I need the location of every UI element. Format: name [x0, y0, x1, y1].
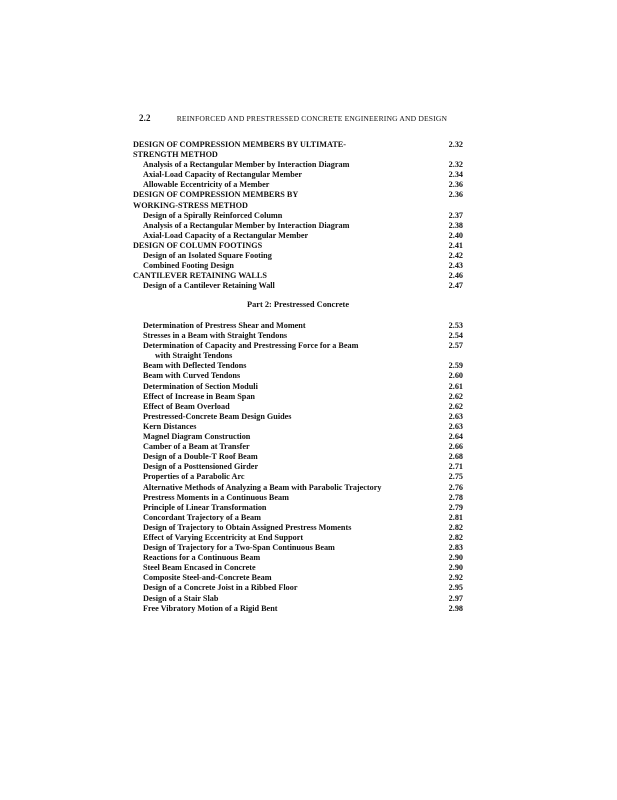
toc-entry-title: Kern Distances [143, 421, 197, 431]
toc-entry-page: 2.98 [448, 603, 463, 613]
toc-entry [133, 472, 463, 482]
toc-entry-page: 2.36 [448, 180, 463, 190]
toc-entry-page: 2.60 [448, 371, 463, 381]
toc-entry-page: 2.83 [448, 543, 463, 553]
toc-entry-page: 2.37 [448, 210, 463, 220]
toc-entry-title: Effect of Varying Eccentricity at End Support [143, 532, 304, 542]
toc-entry-title: Free Vibratory Motion of a Rigid Bent [143, 603, 278, 613]
toc-entry-page: 2.82 [448, 532, 463, 542]
toc-entry-page: 2.92 [448, 573, 463, 583]
toc-entry-title: Steel Beam Encased in Concrete [143, 563, 256, 573]
toc-entry-page: 2.41 [448, 240, 463, 250]
toc-entry-page: 2.82 [448, 522, 463, 532]
toc-entry [133, 271, 463, 281]
toc-entry-page: 2.46 [448, 271, 463, 281]
toc-entry [133, 251, 463, 261]
toc-entry-page: 2.64 [448, 432, 463, 442]
page-number: 2.2 [139, 113, 151, 123]
toc-entry [133, 402, 463, 412]
toc-entry [133, 412, 463, 422]
toc-entry-title: Analysis of a Rectangular Member by Interaction Diagram [143, 160, 350, 170]
toc-entry-title: Axial-Load Capacity of Rectangular Member [143, 170, 303, 180]
running-title: REINFORCED AND PRESTRESSED CONCRETE ENGINEERING AND DESIGN [176, 114, 448, 123]
toc-entry-page: 2.43 [448, 261, 463, 271]
toc-entry [133, 221, 463, 231]
toc-entry-page: 2.76 [448, 482, 463, 492]
toc-entry [133, 392, 463, 402]
toc-entry [133, 341, 463, 361]
toc-entry-page: 2.75 [448, 472, 463, 482]
toc-entry-page: 2.68 [448, 452, 463, 462]
toc-entry-page: 2.90 [448, 553, 463, 563]
toc-entry [133, 452, 463, 462]
toc-entry-page: 2.63 [448, 411, 463, 421]
toc-entry [133, 170, 463, 180]
toc-entry [133, 462, 463, 472]
toc-entry-page: 2.71 [448, 462, 463, 472]
toc-entry-title: Determination of Capacity and Prestressing Force for a Beam [143, 341, 359, 351]
toc-entry [133, 321, 463, 331]
toc-entry-page: 2.32 [448, 140, 463, 149]
toc-entry [133, 180, 463, 190]
toc-entry [133, 483, 463, 493]
toc-entry-title: Axial-Load Capacity of a Rectangular Member [143, 230, 309, 240]
toc-entry-title: Prestressed-Concrete Beam Design Guides [143, 411, 292, 421]
toc-entry-page: 2.42 [448, 251, 463, 261]
toc-entry-title: Design of Trajectory to Obtain Assigned Prestress Moments [143, 522, 352, 532]
toc-entry [133, 533, 463, 543]
toc-entry-title-continuation: with Straight Tendons [155, 351, 233, 361]
toc-entry-page: 2.97 [448, 593, 463, 603]
toc-entry-page: 2.79 [448, 502, 463, 512]
toc-entry-title: Alternative Methods of Analyzing a Beam with Parabolic Trajectory [143, 482, 382, 492]
toc-entry [133, 331, 463, 341]
toc-entry-title: DESIGN OF COMPRESSION MEMBERS BY [133, 190, 299, 200]
toc-entry [133, 160, 463, 170]
toc-entry-title: Determination of Section Moduli [143, 381, 258, 391]
toc-entry [133, 211, 463, 221]
toc-entry-title: Design of a Cantilever Retaining Wall [143, 281, 275, 291]
toc-entry-title: Reactions for a Continuous Beam [143, 553, 261, 563]
toc-entry-title-continuation: STRENGTH METHOD [133, 150, 218, 160]
toc-entry [133, 382, 463, 392]
toc-entry-page: 2.38 [448, 220, 463, 230]
toc-entry-page: 2.81 [448, 512, 463, 522]
toc-entry [133, 231, 463, 241]
toc-entry-title: Design of Trajectory for a Two-Span Continuous Beam [143, 543, 335, 553]
toc-entry-title: Allowable Eccentricity of a Member [143, 180, 270, 190]
toc-entry-page: 2.54 [448, 331, 463, 341]
toc-entry-page: 2.53 [448, 321, 463, 330]
toc-entry-page: 2.66 [448, 442, 463, 452]
toc-entry [133, 563, 463, 573]
toc-entry-title: Design of a Double-T Roof Beam [143, 452, 258, 462]
toc-entry [133, 493, 463, 503]
toc-entry-title: Design of a Posttensioned Girder [143, 462, 259, 472]
toc-entry [133, 553, 463, 563]
toc-entry [133, 583, 463, 593]
toc-entry-title: Beam with Curved Tendons [143, 371, 241, 381]
toc-entry-title: Concordant Trajectory of a Beam [143, 512, 261, 522]
toc-entry [133, 604, 463, 614]
toc-entry [133, 241, 463, 251]
toc-entry-page: 2.47 [448, 281, 463, 291]
toc-entry-title: Effect of Increase in Beam Span [143, 391, 255, 401]
toc-entry-title: Design of a Stair Slab [143, 593, 219, 603]
toc-entry-page: 2.61 [448, 381, 463, 391]
toc-entry [133, 371, 463, 381]
toc-entry-title: Prestress Moments in a Continuous Beam [143, 492, 289, 502]
toc-entry [133, 361, 463, 371]
toc-entry-page: 2.32 [448, 160, 463, 170]
toc-section-part2 [133, 321, 463, 614]
toc-entry-title: Analysis of a Rectangular Member by Interaction Diagram [143, 220, 350, 230]
toc-entry-page: 2.78 [448, 492, 463, 502]
toc-entry [133, 281, 463, 291]
toc-entry [133, 261, 463, 271]
toc-entry-page: 2.63 [448, 421, 463, 431]
toc-entry-title: Principle of Linear Transformation [143, 502, 267, 512]
toc-entry [133, 573, 463, 583]
toc-entry [133, 422, 463, 432]
toc-entry-page: 2.34 [448, 170, 463, 180]
toc-entry-title: Design of an Isolated Square Footing [143, 251, 272, 261]
toc-entry [133, 543, 463, 553]
toc-entry-title: Design of a Spirally Reinforced Column [143, 210, 283, 220]
toc-entry-page: 2.57 [448, 341, 463, 351]
toc-entry-title-continuation: WORKING-STRESS METHOD [133, 200, 248, 210]
toc-entry-title: Camber of a Beam at Transfer [143, 442, 250, 452]
toc-entry-title: DESIGN OF COLUMN FOOTINGS [133, 240, 263, 250]
toc-entry-title: Design of a Concrete Joist in a Ribbed Floor [143, 583, 298, 593]
toc-entry-page: 2.59 [448, 361, 463, 371]
toc-entry-title: Determination of Prestress Shear and Moment [143, 321, 306, 330]
toc-entry [133, 442, 463, 452]
toc-entry-title: Composite Steel-and-Concrete Beam [143, 573, 272, 583]
toc-entry-title: Combined Footing Design [143, 261, 234, 271]
toc-entry [133, 190, 463, 210]
toc-entry-page: 2.62 [448, 401, 463, 411]
toc-entry [133, 523, 463, 533]
running-header [139, 113, 489, 123]
toc-entry [133, 140, 463, 160]
toc-entry-title: Properties of a Parabolic Arc [143, 472, 245, 482]
toc-entry-title: Effect of Beam Overload [143, 401, 230, 411]
toc-entry [133, 432, 463, 442]
part-title: Part 2: Prestressed Concrete [246, 300, 350, 309]
toc-entry-page: 2.95 [448, 583, 463, 593]
toc-entry-title: CANTILEVER RETAINING WALLS [133, 271, 267, 281]
toc-entry-title: Stresses in a Beam with Straight Tendons [143, 331, 288, 341]
toc-entry [133, 513, 463, 523]
toc-entry-page: 2.62 [448, 391, 463, 401]
toc-entry [133, 594, 463, 604]
toc-section-part1 [133, 140, 463, 291]
toc-entry-title: Magnel Diagram Construction [143, 432, 251, 442]
toc-entry-page: 2.90 [448, 563, 463, 573]
toc-entry-page: 2.40 [448, 230, 463, 240]
toc-entry-title: Beam with Deflected Tendons [143, 361, 247, 371]
toc-entry-page: 2.36 [448, 190, 463, 200]
toc-entry-title: DESIGN OF COMPRESSION MEMBERS BY ULTIMATE- [133, 140, 346, 149]
toc-entry [133, 503, 463, 513]
